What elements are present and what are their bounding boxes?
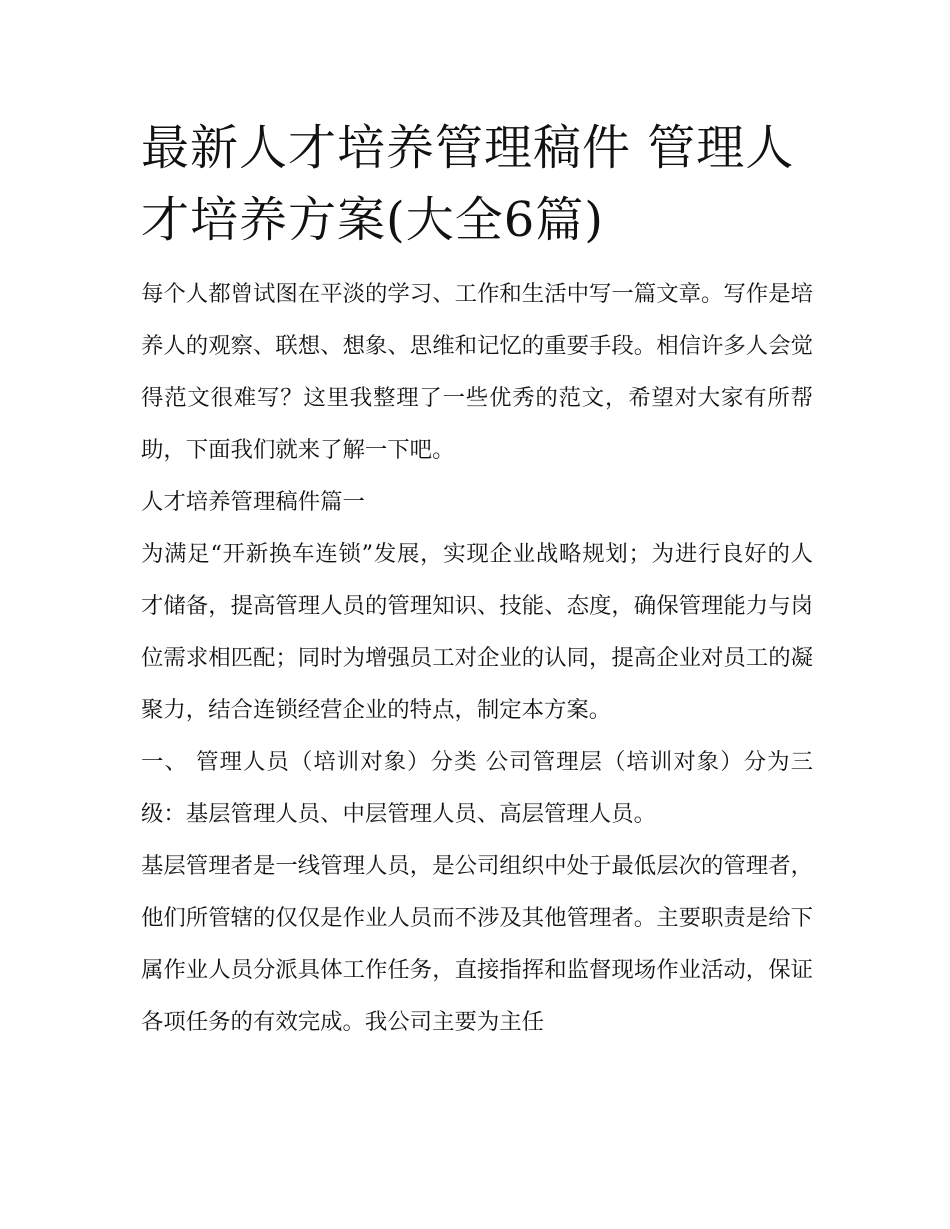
document-title: 最新人才培养管理稿件 管理人才培养方案(大全6篇)	[141, 120, 795, 248]
document-page	[141, 112, 813, 1048]
body-paragraph: 一、 管理人员（培训对象）分类 公司管理层（培训对象）分为三级：基层管理人员、中层管理人员、高层管理人员。	[141, 749, 813, 827]
body-paragraph: 为满足“开新换车连锁”发展，实现企业战略规划；为进行良好的人才储备，提高管理人员的管理知识、技能、态度，确保管理能力与岗位需求相匹配；同时为增强员工对企业的认同，提高企业对员工的凝聚力，结合连锁经营企业的特点，制定本方案。	[141, 541, 813, 723]
body-paragraph: 基层管理者是一线管理人员，是公司组织中处于最低层次的管理者，他们所管辖的仅仅是作业人员而不涉及其他管理者。主要职责是给下属作业人员分派具体工作任务，直接指挥和监督现场作业活动，保证各项任务的有效完成。我公司主要为主任	[141, 853, 813, 1035]
document-body	[141, 268, 813, 1048]
intro-paragraph: 每个人都曾试图在平淡的学习、工作和生活中写一篇文章。写作是培养人的观察、联想、想象、思维和记忆的重要手段。相信许多人会觉得范文很难写？这里我整理了一些优秀的范文，希望对大家有所帮助，下面我们就来了解一下吧。	[141, 281, 813, 463]
section-heading: 人才培养管理稿件篇一	[141, 489, 365, 515]
